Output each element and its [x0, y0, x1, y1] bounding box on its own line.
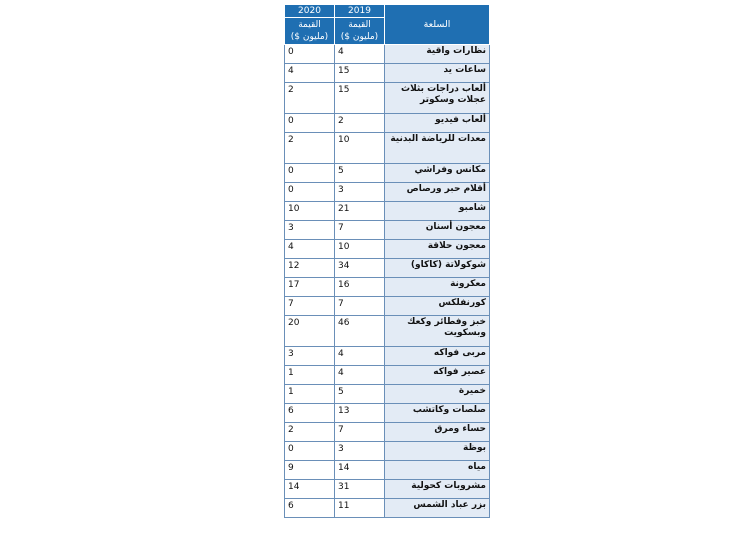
cell-value-2020: 14	[285, 480, 335, 499]
cell-commodity: أقلام حبر ورصاص	[385, 183, 490, 202]
table-row	[285, 480, 490, 499]
cell-value-2020: 0	[285, 45, 335, 64]
table-row	[285, 347, 490, 366]
table-row	[285, 461, 490, 480]
table-body	[285, 45, 490, 518]
cell-commodity: مشروبات كحولية	[385, 480, 490, 499]
table-row	[285, 404, 490, 423]
cell-commodity: مربى فواكه	[385, 347, 490, 366]
cell-value-2020: 0	[285, 442, 335, 461]
cell-value-2020: 6	[285, 404, 335, 423]
table-row	[285, 114, 490, 133]
cell-value-2020: 4	[285, 64, 335, 83]
cell-value-2019: 31	[335, 480, 385, 499]
cell-value-2020: 10	[285, 202, 335, 221]
cell-value-2019: 46	[335, 316, 385, 347]
cell-commodity: ساعات يد	[385, 64, 490, 83]
cell-commodity: ألعاب دراجات بثلاث عجلات وسكوتر	[385, 83, 490, 114]
cell-commodity: عصير فواكه	[385, 366, 490, 385]
cell-commodity: خبز وفطائر وكعك وبسكويت	[385, 316, 490, 347]
cell-value-2019: 2	[335, 114, 385, 133]
table-header	[285, 5, 490, 45]
table-row	[285, 240, 490, 259]
cell-value-2019: 16	[335, 278, 385, 297]
cell-value-2020: 1	[285, 385, 335, 404]
cell-value-2019: 10	[335, 133, 385, 164]
table-row	[285, 385, 490, 404]
cell-value-2020: 2	[285, 423, 335, 442]
commodity-table-container	[284, 4, 489, 518]
cell-value-2019: 7	[335, 297, 385, 316]
cell-value-2019: 4	[335, 45, 385, 64]
table-row	[285, 442, 490, 461]
cell-value-2019: 15	[335, 64, 385, 83]
cell-value-2019: 3	[335, 442, 385, 461]
cell-commodity: معجون حلاقة	[385, 240, 490, 259]
table-row	[285, 183, 490, 202]
table-row	[285, 64, 490, 83]
cell-commodity: معجون أسنان	[385, 221, 490, 240]
cell-value-2020: 1	[285, 366, 335, 385]
cell-commodity: خميرة	[385, 385, 490, 404]
cell-value-2020: 4	[285, 240, 335, 259]
table-row	[285, 83, 490, 114]
cell-value-2020: 0	[285, 114, 335, 133]
cell-value-2019: 13	[335, 404, 385, 423]
cell-value-2020: 2	[285, 83, 335, 114]
table-row	[285, 45, 490, 64]
table-row	[285, 423, 490, 442]
commodity-values-table	[284, 4, 490, 518]
cell-value-2019: 5	[335, 385, 385, 404]
cell-value-2020: 2	[285, 133, 335, 164]
cell-commodity: بوظة	[385, 442, 490, 461]
cell-value-2019: 15	[335, 83, 385, 114]
cell-commodity: صلصات وكاتشب	[385, 404, 490, 423]
header-value-2019: القيمة (مليون $)	[335, 18, 385, 45]
table-row	[285, 133, 490, 164]
cell-value-2019: 4	[335, 366, 385, 385]
cell-value-2019: 11	[335, 499, 385, 518]
cell-commodity: شوكولاتة (كاكاو)	[385, 259, 490, 278]
cell-value-2020: 3	[285, 347, 335, 366]
cell-commodity: حساء ومرق	[385, 423, 490, 442]
table-row	[285, 164, 490, 183]
cell-commodity: نظارات واقية	[385, 45, 490, 64]
table-row	[285, 278, 490, 297]
cell-value-2020: 3	[285, 221, 335, 240]
cell-value-2019: 5	[335, 164, 385, 183]
cell-value-2020: 9	[285, 461, 335, 480]
cell-value-2020: 20	[285, 316, 335, 347]
cell-value-2020: 0	[285, 164, 335, 183]
cell-value-2020: 0	[285, 183, 335, 202]
cell-value-2020: 12	[285, 259, 335, 278]
cell-commodity: معكرونة	[385, 278, 490, 297]
header-commodity: السلعة	[385, 5, 490, 45]
cell-value-2020: 17	[285, 278, 335, 297]
table-row	[285, 221, 490, 240]
header-year-2019: 2019	[335, 5, 385, 18]
cell-value-2019: 3	[335, 183, 385, 202]
cell-commodity: ألعاب فيديو	[385, 114, 490, 133]
cell-commodity: معدات للرياضة البدنية	[385, 133, 490, 164]
table-row	[285, 202, 490, 221]
cell-commodity: شامبو	[385, 202, 490, 221]
cell-value-2019: 7	[335, 221, 385, 240]
cell-value-2019: 21	[335, 202, 385, 221]
cell-commodity: مياه	[385, 461, 490, 480]
cell-value-2019: 4	[335, 347, 385, 366]
cell-value-2019: 10	[335, 240, 385, 259]
cell-commodity: مكانس وفراشي	[385, 164, 490, 183]
cell-value-2020: 7	[285, 297, 335, 316]
table-row	[285, 316, 490, 347]
header-value-2020: القيمة (مليون $)	[285, 18, 335, 45]
cell-commodity: بزر عباد الشمس	[385, 499, 490, 518]
table-row	[285, 259, 490, 278]
cell-value-2019: 34	[335, 259, 385, 278]
cell-value-2019: 14	[335, 461, 385, 480]
table-row	[285, 297, 490, 316]
header-year-2020: 2020	[285, 5, 335, 18]
table-row	[285, 366, 490, 385]
table-row	[285, 499, 490, 518]
cell-value-2019: 7	[335, 423, 385, 442]
cell-value-2020: 6	[285, 499, 335, 518]
cell-commodity: كورنفلكس	[385, 297, 490, 316]
